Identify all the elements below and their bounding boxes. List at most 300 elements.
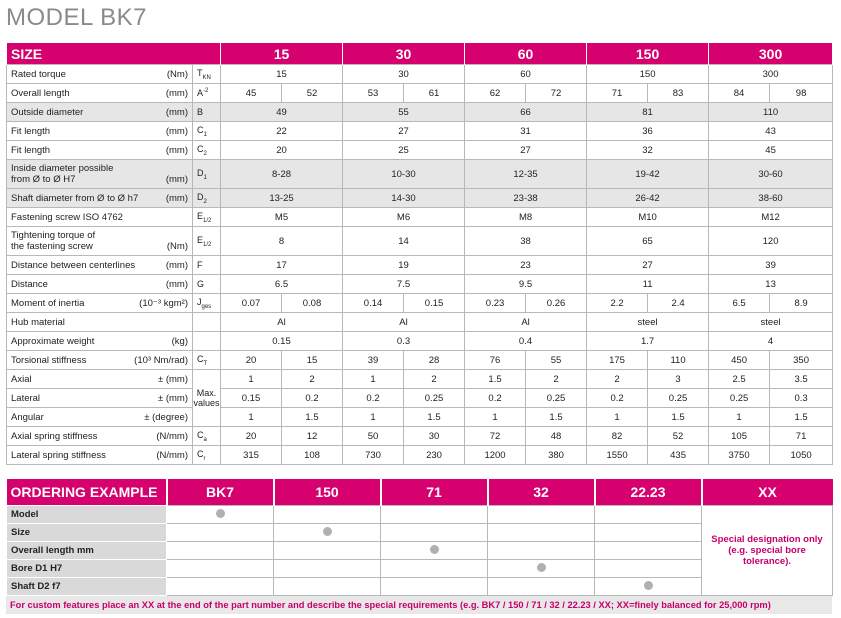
- spec-label-wrap: [11, 193, 190, 204]
- ordering-row-label: Overall length mm: [7, 542, 167, 560]
- spec-label-wrap: [11, 107, 190, 118]
- spec-value: 0.25: [404, 389, 465, 408]
- spec-label: Hub material: [11, 316, 65, 328]
- spec-symbol: [193, 313, 221, 332]
- spec-value: 55: [343, 103, 465, 122]
- spec-label-cell: [7, 427, 193, 446]
- spec-value: 2: [404, 370, 465, 389]
- spec-value: 150: [587, 65, 709, 84]
- spec-symbol-letter: D: [197, 167, 204, 178]
- spec-value: 84: [709, 84, 770, 103]
- spec-unit: (kg): [171, 335, 188, 347]
- spec-value: 8-28: [221, 160, 343, 189]
- ordering-cell: [595, 506, 702, 524]
- spec-value: 1.5: [404, 408, 465, 427]
- spec-row-lateral: [7, 389, 833, 408]
- ordering-cell: [488, 578, 595, 596]
- ordering-cell: [381, 524, 488, 542]
- ordering-cell: [488, 524, 595, 542]
- spec-label-line: from Ø to Ø H7: [11, 174, 76, 185]
- spec-value: 15: [221, 65, 343, 84]
- spec-label-cell: [7, 189, 193, 208]
- ordering-cell: [595, 524, 702, 542]
- spec-value: 1.5: [526, 408, 587, 427]
- ordering-header-row: [7, 479, 833, 506]
- spec-value: 20: [221, 141, 343, 160]
- spec-value: 83: [648, 84, 709, 103]
- ordering-row-label: Shaft D2 f7: [7, 578, 167, 596]
- spec-label-wrap: [11, 336, 190, 347]
- spec-row-axial_spring: [7, 427, 833, 446]
- spec-value: M10: [587, 208, 709, 227]
- spec-symbol-sub: T: [203, 360, 208, 367]
- spec-label-wrap: [11, 69, 190, 80]
- spec-symbol: [193, 122, 221, 141]
- spec-symbol: [193, 446, 221, 465]
- spec-value: 17: [221, 256, 343, 275]
- ordering-header-col: 32: [488, 479, 595, 506]
- spec-row-moment_inertia: [7, 294, 833, 313]
- spec-row-distance: [7, 275, 833, 294]
- spec-unit: ± (degree): [144, 411, 188, 423]
- spec-symbol-sub: 1: [203, 131, 207, 138]
- spec-value: 52: [648, 427, 709, 446]
- spec-value: 2: [587, 370, 648, 389]
- spec-header-col: 30: [343, 43, 465, 65]
- spec-value: 1200: [465, 446, 526, 465]
- spec-label: Fit length: [11, 125, 51, 137]
- spec-label-cell: [7, 332, 193, 351]
- spec-value: 435: [648, 446, 709, 465]
- spec-value: 22: [221, 122, 343, 141]
- spec-symbol-letter: C: [197, 124, 204, 135]
- spec-value: 8.9: [770, 294, 833, 313]
- spec-value: 0.25: [526, 389, 587, 408]
- spec-header-size: SIZE: [7, 43, 221, 65]
- spec-symbol-sub: 1: [203, 174, 207, 181]
- spec-symbol: [193, 427, 221, 446]
- spec-label: [11, 163, 113, 185]
- spec-value: 19: [343, 256, 465, 275]
- spec-value: 1050: [770, 446, 833, 465]
- spec-header-col: 150: [587, 43, 709, 65]
- spec-label-wrap: [11, 163, 190, 185]
- spec-value: 8: [221, 227, 343, 256]
- spec-value: 0.4: [465, 332, 587, 351]
- spec-value: 26-42: [587, 189, 709, 208]
- spec-label-wrap: [11, 260, 190, 271]
- spec-value: 3.5: [770, 370, 833, 389]
- spec-symbol: [193, 275, 221, 294]
- spec-header-col: 300: [709, 43, 833, 65]
- ordering-cell: [381, 578, 488, 596]
- spec-value: 105: [709, 427, 770, 446]
- spec-value: 0.25: [648, 389, 709, 408]
- spec-value: 0.07: [221, 294, 282, 313]
- ordering-header-title: ORDERING EXAMPLE: [7, 479, 167, 506]
- spec-label-line: the fastening screw: [11, 241, 93, 252]
- spec-header-row: [7, 43, 833, 65]
- spec-value: 71: [770, 427, 833, 446]
- spec-unit: (mm): [165, 125, 188, 137]
- spec-value: Al: [221, 313, 343, 332]
- spec-label-line: Inside diameter possible: [11, 163, 114, 174]
- spec-label: Rated torque: [11, 68, 66, 80]
- spec-label: Distance: [11, 278, 48, 290]
- spec-value: 65: [587, 227, 709, 256]
- spec-value: 6.5: [221, 275, 343, 294]
- spec-label-cell: [7, 294, 193, 313]
- spec-label-wrap: [11, 145, 190, 156]
- spec-label-wrap: [11, 279, 190, 290]
- spec-label-cell: [7, 275, 193, 294]
- spec-value: 52: [282, 84, 343, 103]
- ordering-header-col: 150: [274, 479, 381, 506]
- spec-value: 27: [587, 256, 709, 275]
- spec-label-wrap: [11, 412, 190, 423]
- spec-row-approx_weight: [7, 332, 833, 351]
- spec-unit: (Nm): [166, 241, 188, 252]
- spec-label-cell: [7, 370, 193, 389]
- spec-label-cell: [7, 141, 193, 160]
- spec-row-inside_diameter: [7, 160, 833, 189]
- ordering-cell: [274, 506, 381, 524]
- ordering-cell: [595, 542, 702, 560]
- spec-value: 62: [465, 84, 526, 103]
- spec-value: 71: [587, 84, 648, 103]
- spec-value: 49: [221, 103, 343, 122]
- spec-label-line: Tightening torque of: [11, 230, 96, 241]
- spec-unit: ± (mm): [157, 373, 188, 385]
- spec-value: 0.2: [282, 389, 343, 408]
- spec-value: 0.3: [770, 389, 833, 408]
- spec-value: 72: [526, 84, 587, 103]
- spec-row-fit_length_c2: [7, 141, 833, 160]
- spec-value: 31: [465, 122, 587, 141]
- spec-value: 81: [587, 103, 709, 122]
- ordering-cell: [274, 524, 381, 542]
- spec-value: 60: [465, 65, 587, 84]
- spec-value: 66: [465, 103, 587, 122]
- spec-value: 12: [282, 427, 343, 446]
- spec-symbol-sub: 1/2: [203, 241, 212, 248]
- spec-label-cell: [7, 84, 193, 103]
- spec-value: 0.25: [709, 389, 770, 408]
- spec-symbol-letter: C: [197, 353, 204, 364]
- spec-unit: (mm): [165, 144, 188, 156]
- spec-symbol-letter: J: [197, 296, 202, 307]
- spec-label: Lateral: [11, 392, 41, 404]
- spec-value: M12: [709, 208, 833, 227]
- ordering-cell: [167, 524, 274, 542]
- spec-unit: (mm): [165, 87, 188, 99]
- spec-value: 98: [770, 84, 833, 103]
- spec-value: 3750: [709, 446, 770, 465]
- spec-value: 4: [709, 332, 833, 351]
- spec-symbol-sub: 2: [203, 198, 207, 205]
- spec-unit: (10³ Nm/rad): [134, 354, 188, 366]
- spec-value: 1: [221, 408, 282, 427]
- spec-unit: (mm): [165, 174, 188, 185]
- ordering-cell: [381, 506, 488, 524]
- spec-value: Al: [465, 313, 587, 332]
- spec-value: 1: [343, 370, 404, 389]
- spec-symbol-sub: 2: [203, 150, 207, 157]
- spec-header-col: 60: [465, 43, 587, 65]
- spec-row-outside_diameter: [7, 103, 833, 122]
- selection-dot-icon: [323, 527, 332, 536]
- spec-label-cell: [7, 351, 193, 370]
- spec-value: 20: [221, 427, 282, 446]
- spec-symbol-letter: C: [197, 448, 204, 459]
- spec-value: 20: [221, 351, 282, 370]
- spec-value: 1.5: [648, 408, 709, 427]
- spec-unit: (mm): [165, 192, 188, 204]
- ordering-cell: [167, 542, 274, 560]
- spec-symbol: [193, 189, 221, 208]
- spec-label-cell: [7, 227, 193, 256]
- ordering-cell: [381, 542, 488, 560]
- spec-label: Axial: [11, 373, 32, 385]
- ordering-cell: [488, 542, 595, 560]
- spec-symbol-sup: -2: [203, 88, 209, 94]
- spec-value: 0.14: [343, 294, 404, 313]
- spec-symbol: [193, 65, 221, 84]
- spec-label-wrap: [11, 88, 190, 99]
- spec-value: M6: [343, 208, 465, 227]
- spec-label: Angular: [11, 411, 44, 423]
- spec-label: Torsional stiffness: [11, 354, 87, 366]
- spec-value: 39: [709, 256, 833, 275]
- ordering-cell: [595, 560, 702, 578]
- spec-label-cell: [7, 208, 193, 227]
- ordering-cell: [595, 578, 702, 596]
- spec-label-cell: [7, 160, 193, 189]
- spec-value: 23-38: [465, 189, 587, 208]
- ordering-header-col: 22.23: [595, 479, 702, 506]
- ordering-table: [6, 479, 833, 596]
- spec-row-rated_torque: [7, 65, 833, 84]
- spec-label: Fastening screw ISO 4762: [11, 211, 123, 223]
- spec-unit: (mm): [165, 259, 188, 271]
- spec-value: 3: [648, 370, 709, 389]
- spec-value: 0.15: [221, 332, 343, 351]
- spec-value: 11: [587, 275, 709, 294]
- spec-row-hub_material: [7, 313, 833, 332]
- spec-value: 9.5: [465, 275, 587, 294]
- spec-value: M5: [221, 208, 343, 227]
- spec-value: 27: [465, 141, 587, 160]
- spec-label-cell: [7, 256, 193, 275]
- ordering-cell: [274, 578, 381, 596]
- spec-value: 108: [282, 446, 343, 465]
- spec-value: 32: [587, 141, 709, 160]
- spec-value: 1.5: [770, 408, 833, 427]
- spec-value: 15: [282, 351, 343, 370]
- spec-value: 48: [526, 427, 587, 446]
- spec-symbol-sub: a: [203, 436, 207, 443]
- ordering-cell: [488, 560, 595, 578]
- spec-label-wrap: [11, 126, 190, 137]
- spec-symbol: [193, 160, 221, 189]
- spec-symbol-letter: D: [197, 191, 204, 202]
- ordering-header-col: BK7: [167, 479, 274, 506]
- spec-row-shaft_diameter: [7, 189, 833, 208]
- spec-symbol: [193, 103, 221, 122]
- max-values-label: Max. values: [193, 370, 221, 427]
- spec-table: [6, 42, 833, 465]
- spec-value: 1.5: [282, 408, 343, 427]
- spec-row-fit_length_c1: [7, 122, 833, 141]
- spec-value: 730: [343, 446, 404, 465]
- ordering-row-label: Bore D1 H7: [7, 560, 167, 578]
- spec-value: 45: [221, 84, 282, 103]
- spec-value: 1.5: [465, 370, 526, 389]
- spec-value: 27: [343, 122, 465, 141]
- spec-value: 6.5: [709, 294, 770, 313]
- ordering-cell: [167, 578, 274, 596]
- spec-value: 19-42: [587, 160, 709, 189]
- spec-label-wrap: [11, 355, 190, 366]
- spec-symbol: [193, 84, 221, 103]
- spec-value: 13: [709, 275, 833, 294]
- spec-label-wrap: [11, 393, 190, 404]
- spec-value: 110: [709, 103, 833, 122]
- spec-value: 0.2: [465, 389, 526, 408]
- spec-unit: (N/mm): [156, 430, 188, 442]
- spec-symbol-letter: C: [197, 429, 204, 440]
- spec-value: 450: [709, 351, 770, 370]
- selection-dot-icon: [537, 563, 546, 572]
- page-title: MODEL BK7: [6, 4, 147, 31]
- spec-value: 23: [465, 256, 587, 275]
- spec-value: 0.08: [282, 294, 343, 313]
- special-designation-note: Special designation only (e.g. special bore tolerance).: [702, 506, 833, 596]
- selection-dot-icon: [644, 581, 653, 590]
- ordering-cell: [488, 506, 595, 524]
- spec-value: 38: [465, 227, 587, 256]
- spec-value: 61: [404, 84, 465, 103]
- spec-label-cell: [7, 389, 193, 408]
- spec-symbol-sub: KN: [202, 74, 211, 81]
- spec-value: 30-60: [709, 160, 833, 189]
- spec-label-wrap: [11, 431, 190, 442]
- spec-label: Approximate weight: [11, 335, 95, 347]
- spec-value: 30: [343, 65, 465, 84]
- spec-label: Overall length: [11, 87, 70, 99]
- spec-value: 82: [587, 427, 648, 446]
- spec-value: 14: [343, 227, 465, 256]
- spec-symbol: [193, 332, 221, 351]
- spec-label: Fit length: [11, 144, 51, 156]
- spec-symbol: [193, 227, 221, 256]
- ordering-footnote: For custom features place an XX at the end of the part number and describe the special requirements (e.g. BK7 / 150 / 71 / 32 / 22.23 / XX; XX=finely balanced for 25,000 rpm): [6, 596, 832, 614]
- ordering-row-label: Size: [7, 524, 167, 542]
- spec-unit: (Nm): [166, 68, 188, 80]
- spec-value: M8: [465, 208, 587, 227]
- spec-value: 30: [404, 427, 465, 446]
- spec-label-wrap: [11, 450, 190, 461]
- spec-label-cell: [7, 122, 193, 141]
- spec-symbol-letter: G: [197, 279, 205, 289]
- spec-symbol: [193, 208, 221, 227]
- spec-value: 2: [526, 370, 587, 389]
- spec-symbol-letter: T: [197, 67, 203, 78]
- spec-value: 7.5: [343, 275, 465, 294]
- spec-value: 0.2: [343, 389, 404, 408]
- ordering-row: [7, 506, 833, 524]
- spec-value: 110: [648, 351, 709, 370]
- spec-label: [11, 230, 95, 252]
- spec-value: 315: [221, 446, 282, 465]
- spec-value: 120: [709, 227, 833, 256]
- spec-value: 43: [709, 122, 833, 141]
- spec-value: 350: [770, 351, 833, 370]
- spec-label: Distance between centerlines: [11, 259, 136, 271]
- spec-unit: (10⁻³ kgm²): [139, 297, 188, 309]
- spec-value: 10-30: [343, 160, 465, 189]
- spec-label: Moment of inertia: [11, 297, 85, 309]
- spec-label: Outside diameter: [11, 106, 84, 118]
- spec-row-tightening_torque: [7, 227, 833, 256]
- spec-value: 50: [343, 427, 404, 446]
- spec-label-cell: [7, 446, 193, 465]
- spec-symbol-letter: A: [197, 88, 204, 98]
- spec-value: 14-30: [343, 189, 465, 208]
- spec-value: 0.3: [343, 332, 465, 351]
- spec-value: steel: [709, 313, 833, 332]
- spec-symbol-letter: E: [197, 210, 204, 221]
- spec-value: steel: [587, 313, 709, 332]
- selection-dot-icon: [430, 545, 439, 554]
- spec-label-wrap: [11, 212, 190, 223]
- spec-value: 175: [587, 351, 648, 370]
- spec-value: 0.23: [465, 294, 526, 313]
- spec-label-wrap: [11, 374, 190, 385]
- spec-unit: (N/mm): [156, 449, 188, 461]
- spec-value: 2: [282, 370, 343, 389]
- spec-value: 39: [343, 351, 404, 370]
- ordering-header-col: XX: [702, 479, 833, 506]
- spec-row-overall_length: [7, 84, 833, 103]
- spec-value: 0.26: [526, 294, 587, 313]
- spec-value: 76: [465, 351, 526, 370]
- spec-value: Al: [343, 313, 465, 332]
- spec-value: 1: [587, 408, 648, 427]
- spec-row-torsional_stiffness: [7, 351, 833, 370]
- spec-label: Axial spring stiffness: [11, 430, 98, 442]
- spec-label: Shaft diameter from Ø to Ø h7: [11, 192, 139, 204]
- spec-unit: (mm): [165, 278, 188, 290]
- spec-value: 300: [709, 65, 833, 84]
- spec-label-cell: [7, 65, 193, 84]
- spec-symbol: [193, 351, 221, 370]
- spec-value: 53: [343, 84, 404, 103]
- spec-label: Lateral spring stiffness: [11, 449, 106, 461]
- spec-value: 0.2: [587, 389, 648, 408]
- spec-value: 1: [465, 408, 526, 427]
- spec-header-col: 15: [221, 43, 343, 65]
- spec-label-wrap: [11, 317, 190, 328]
- spec-value: 13-25: [221, 189, 343, 208]
- spec-value: 1550: [587, 446, 648, 465]
- spec-value: 1: [221, 370, 282, 389]
- ordering-cell: [274, 542, 381, 560]
- spec-symbol-sub: r: [203, 455, 206, 462]
- ordering-cell: [274, 560, 381, 578]
- spec-symbol-sub: ges: [201, 303, 212, 310]
- spec-row-axial: [7, 370, 833, 389]
